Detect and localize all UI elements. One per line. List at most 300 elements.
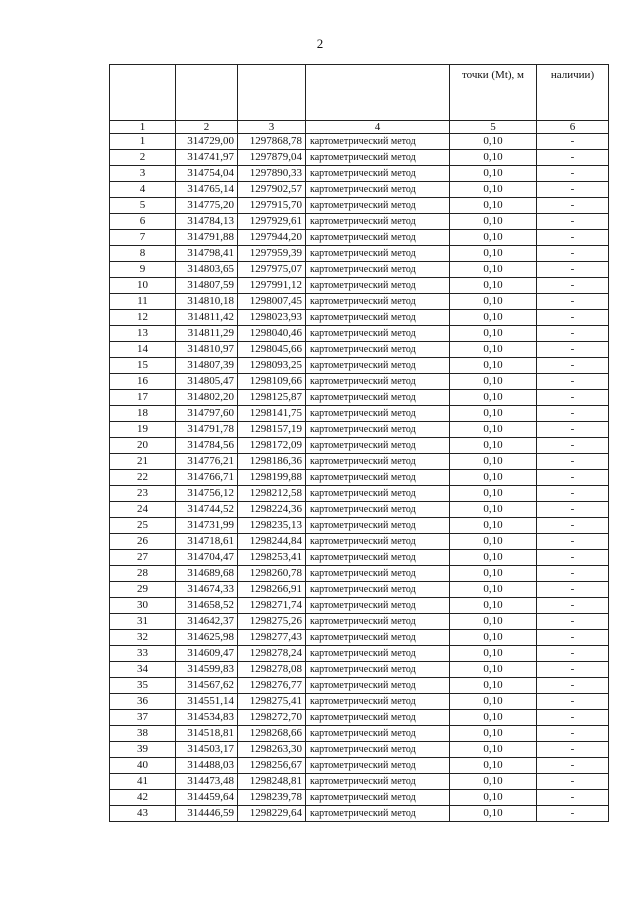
method-cell: картометрический метод: [306, 534, 450, 550]
point-number-cell: 17: [110, 390, 176, 406]
y-coordinate-cell: 1298278,08: [238, 662, 306, 678]
y-coordinate-cell: 1298186,36: [238, 454, 306, 470]
table-row: [110, 262, 609, 278]
method-cell: картометрический метод: [306, 726, 450, 742]
header-cell: [238, 65, 306, 121]
point-number-cell: 38: [110, 726, 176, 742]
note-cell: -: [537, 678, 609, 694]
note-cell: -: [537, 390, 609, 406]
note-cell: -: [537, 230, 609, 246]
method-cell: картометрический метод: [306, 166, 450, 182]
y-coordinate-cell: 1298093,25: [238, 358, 306, 374]
x-coordinate-cell: 314674,33: [176, 582, 238, 598]
method-cell: картометрический метод: [306, 182, 450, 198]
y-coordinate-cell: 1298248,81: [238, 774, 306, 790]
point-number-cell: 19: [110, 422, 176, 438]
method-cell: картометрический метод: [306, 758, 450, 774]
precision-cell: 0,10: [450, 742, 537, 758]
x-coordinate-cell: 314534,83: [176, 710, 238, 726]
method-cell: картометрический метод: [306, 742, 450, 758]
precision-cell: 0,10: [450, 710, 537, 726]
point-number-cell: 3: [110, 166, 176, 182]
note-cell: -: [537, 566, 609, 582]
x-coordinate-cell: 314791,78: [176, 422, 238, 438]
point-number-cell: 10: [110, 278, 176, 294]
y-coordinate-cell: 1298278,24: [238, 646, 306, 662]
precision-cell: 0,10: [450, 166, 537, 182]
y-coordinate-cell: 1298271,74: [238, 598, 306, 614]
column-number: 3: [238, 121, 306, 134]
method-cell: картометрический метод: [306, 598, 450, 614]
point-number-cell: 15: [110, 358, 176, 374]
point-number-cell: 29: [110, 582, 176, 598]
table-row: [110, 774, 609, 790]
table-header-row: [110, 65, 609, 121]
note-cell: -: [537, 342, 609, 358]
x-coordinate-cell: 314797,60: [176, 406, 238, 422]
x-coordinate-cell: 314473,48: [176, 774, 238, 790]
precision-cell: 0,10: [450, 582, 537, 598]
y-coordinate-cell: 1297902,57: [238, 182, 306, 198]
method-cell: картометрический метод: [306, 406, 450, 422]
note-cell: -: [537, 326, 609, 342]
table-row: [110, 182, 609, 198]
y-coordinate-cell: 1298268,66: [238, 726, 306, 742]
y-coordinate-cell: 1298256,67: [238, 758, 306, 774]
method-cell: картометрический метод: [306, 326, 450, 342]
point-number-cell: 9: [110, 262, 176, 278]
point-number-cell: 23: [110, 486, 176, 502]
method-cell: картометрический метод: [306, 582, 450, 598]
x-coordinate-cell: 314446,59: [176, 806, 238, 822]
y-coordinate-cell: 1297868,78: [238, 134, 306, 150]
y-coordinate-cell: 1298235,13: [238, 518, 306, 534]
note-cell: -: [537, 182, 609, 198]
note-cell: -: [537, 614, 609, 630]
y-coordinate-cell: 1298253,41: [238, 550, 306, 566]
note-cell: -: [537, 710, 609, 726]
table-row: [110, 806, 609, 822]
table-row: [110, 166, 609, 182]
column-number: 1: [110, 121, 176, 134]
method-cell: картометрический метод: [306, 694, 450, 710]
precision-cell: 0,10: [450, 246, 537, 262]
x-coordinate-cell: 314807,39: [176, 358, 238, 374]
point-number-cell: 21: [110, 454, 176, 470]
x-coordinate-cell: 314567,62: [176, 678, 238, 694]
x-coordinate-cell: 314488,03: [176, 758, 238, 774]
method-cell: картометрический метод: [306, 486, 450, 502]
method-cell: картометрический метод: [306, 774, 450, 790]
point-number-cell: 37: [110, 710, 176, 726]
precision-cell: 0,10: [450, 726, 537, 742]
x-coordinate-cell: 314625,98: [176, 630, 238, 646]
x-coordinate-cell: 314776,21: [176, 454, 238, 470]
precision-cell: 0,10: [450, 326, 537, 342]
y-coordinate-cell: 1297929,61: [238, 214, 306, 230]
y-coordinate-cell: 1298263,30: [238, 742, 306, 758]
note-cell: -: [537, 646, 609, 662]
precision-cell: 0,10: [450, 358, 537, 374]
method-cell: картометрический метод: [306, 710, 450, 726]
table-row: [110, 582, 609, 598]
precision-cell: 0,10: [450, 614, 537, 630]
y-coordinate-cell: 1298229,64: [238, 806, 306, 822]
y-coordinate-cell: 1298276,77: [238, 678, 306, 694]
y-coordinate-cell: 1298277,43: [238, 630, 306, 646]
method-cell: картометрический метод: [306, 614, 450, 630]
point-number-cell: 12: [110, 310, 176, 326]
note-cell: -: [537, 742, 609, 758]
point-number-cell: 26: [110, 534, 176, 550]
y-coordinate-cell: 1297890,33: [238, 166, 306, 182]
note-cell: -: [537, 374, 609, 390]
precision-cell: 0,10: [450, 374, 537, 390]
precision-cell: 0,10: [450, 518, 537, 534]
x-coordinate-cell: 314807,59: [176, 278, 238, 294]
table-row: [110, 742, 609, 758]
method-cell: картометрический метод: [306, 518, 450, 534]
method-cell: картометрический метод: [306, 246, 450, 262]
method-cell: картометрический метод: [306, 262, 450, 278]
precision-cell: 0,10: [450, 678, 537, 694]
y-coordinate-cell: 1298109,66: [238, 374, 306, 390]
method-cell: картометрический метод: [306, 278, 450, 294]
precision-cell: 0,10: [450, 214, 537, 230]
method-cell: картометрический метод: [306, 790, 450, 806]
method-cell: картометрический метод: [306, 374, 450, 390]
x-coordinate-cell: 314731,99: [176, 518, 238, 534]
x-coordinate-cell: 314784,13: [176, 214, 238, 230]
point-number-cell: 28: [110, 566, 176, 582]
table-row: [110, 342, 609, 358]
x-coordinate-cell: 314718,61: [176, 534, 238, 550]
table-row: [110, 230, 609, 246]
x-coordinate-cell: 314805,47: [176, 374, 238, 390]
precision-cell: 0,10: [450, 310, 537, 326]
precision-cell: 0,10: [450, 470, 537, 486]
precision-cell: 0,10: [450, 422, 537, 438]
precision-cell: 0,10: [450, 566, 537, 582]
x-coordinate-cell: 314810,97: [176, 342, 238, 358]
precision-cell: 0,10: [450, 390, 537, 406]
point-number-cell: 42: [110, 790, 176, 806]
note-cell: -: [537, 662, 609, 678]
x-coordinate-cell: 314518,81: [176, 726, 238, 742]
method-cell: картометрический метод: [306, 358, 450, 374]
x-coordinate-cell: 314802,20: [176, 390, 238, 406]
precision-cell: 0,10: [450, 774, 537, 790]
method-cell: картометрический метод: [306, 134, 450, 150]
column-number: 4: [306, 121, 450, 134]
precision-cell: 0,10: [450, 454, 537, 470]
x-coordinate-cell: 314798,41: [176, 246, 238, 262]
point-number-cell: 32: [110, 630, 176, 646]
precision-cell: 0,10: [450, 646, 537, 662]
table-row: [110, 390, 609, 406]
y-coordinate-cell: 1297975,07: [238, 262, 306, 278]
y-coordinate-cell: 1298007,45: [238, 294, 306, 310]
note-cell: -: [537, 278, 609, 294]
x-coordinate-cell: 314609,47: [176, 646, 238, 662]
point-number-cell: 4: [110, 182, 176, 198]
note-cell: -: [537, 774, 609, 790]
method-cell: картометрический метод: [306, 150, 450, 166]
x-coordinate-cell: 314754,04: [176, 166, 238, 182]
y-coordinate-cell: 1298045,66: [238, 342, 306, 358]
table-row: [110, 758, 609, 774]
table-row: [110, 726, 609, 742]
table-row: [110, 374, 609, 390]
header-cell: [306, 65, 450, 121]
point-number-cell: 20: [110, 438, 176, 454]
precision-cell: 0,10: [450, 342, 537, 358]
y-coordinate-cell: 1298260,78: [238, 566, 306, 582]
table-row: [110, 134, 609, 150]
x-coordinate-cell: 314741,97: [176, 150, 238, 166]
x-coordinate-cell: 314551,14: [176, 694, 238, 710]
precision-cell: 0,10: [450, 662, 537, 678]
precision-cell: 0,10: [450, 182, 537, 198]
precision-cell: 0,10: [450, 150, 537, 166]
table-row: [110, 422, 609, 438]
y-coordinate-cell: 1298172,09: [238, 438, 306, 454]
point-number-cell: 1: [110, 134, 176, 150]
point-number-cell: 40: [110, 758, 176, 774]
note-cell: -: [537, 166, 609, 182]
table-row: [110, 502, 609, 518]
precision-cell: 0,10: [450, 758, 537, 774]
method-cell: картометрический метод: [306, 390, 450, 406]
y-coordinate-cell: 1298212,58: [238, 486, 306, 502]
table-row: [110, 438, 609, 454]
method-cell: картометрический метод: [306, 630, 450, 646]
table-row: [110, 406, 609, 422]
x-coordinate-cell: 314689,68: [176, 566, 238, 582]
table-row: [110, 550, 609, 566]
coordinates-table: [109, 64, 609, 822]
table-row: [110, 294, 609, 310]
x-coordinate-cell: 314784,56: [176, 438, 238, 454]
y-coordinate-cell: 1298199,88: [238, 470, 306, 486]
note-cell: -: [537, 806, 609, 822]
method-cell: картометрический метод: [306, 678, 450, 694]
point-number-cell: 41: [110, 774, 176, 790]
x-coordinate-cell: 314459,64: [176, 790, 238, 806]
header-cell-note: наличии): [537, 65, 609, 121]
table-row: [110, 470, 609, 486]
point-number-cell: 18: [110, 406, 176, 422]
table-row: [110, 534, 609, 550]
method-cell: картометрический метод: [306, 342, 450, 358]
x-coordinate-cell: 314810,18: [176, 294, 238, 310]
precision-cell: 0,10: [450, 262, 537, 278]
precision-cell: 0,10: [450, 694, 537, 710]
y-coordinate-cell: 1297944,20: [238, 230, 306, 246]
note-cell: -: [537, 214, 609, 230]
note-cell: -: [537, 598, 609, 614]
note-cell: -: [537, 694, 609, 710]
note-cell: -: [537, 470, 609, 486]
table-row: [110, 454, 609, 470]
y-coordinate-cell: 1298272,70: [238, 710, 306, 726]
method-cell: картометрический метод: [306, 294, 450, 310]
y-coordinate-cell: 1298244,84: [238, 534, 306, 550]
precision-cell: 0,10: [450, 278, 537, 294]
precision-cell: 0,10: [450, 486, 537, 502]
column-number: 6: [537, 121, 609, 134]
x-coordinate-cell: 314765,14: [176, 182, 238, 198]
point-number-cell: 8: [110, 246, 176, 262]
x-coordinate-cell: 314744,52: [176, 502, 238, 518]
x-coordinate-cell: 314756,12: [176, 486, 238, 502]
y-coordinate-cell: 1298266,91: [238, 582, 306, 598]
point-number-cell: 13: [110, 326, 176, 342]
note-cell: -: [537, 630, 609, 646]
note-cell: -: [537, 294, 609, 310]
table-row: [110, 486, 609, 502]
note-cell: -: [537, 310, 609, 326]
table-row: [110, 678, 609, 694]
method-cell: картометрический метод: [306, 454, 450, 470]
column-number: 2: [176, 121, 238, 134]
note-cell: -: [537, 198, 609, 214]
precision-cell: 0,10: [450, 134, 537, 150]
note-cell: -: [537, 502, 609, 518]
note-cell: -: [537, 486, 609, 502]
note-cell: -: [537, 758, 609, 774]
precision-cell: 0,10: [450, 230, 537, 246]
point-number-cell: 33: [110, 646, 176, 662]
precision-cell: 0,10: [450, 790, 537, 806]
method-cell: картометрический метод: [306, 438, 450, 454]
x-coordinate-cell: 314503,17: [176, 742, 238, 758]
note-cell: -: [537, 150, 609, 166]
point-number-cell: 34: [110, 662, 176, 678]
table-row: [110, 278, 609, 294]
point-number-cell: 36: [110, 694, 176, 710]
y-coordinate-cell: 1298275,41: [238, 694, 306, 710]
precision-cell: 0,10: [450, 198, 537, 214]
note-cell: -: [537, 518, 609, 534]
table-row: [110, 614, 609, 630]
x-coordinate-cell: 314642,37: [176, 614, 238, 630]
table-row: [110, 646, 609, 662]
table-row: [110, 598, 609, 614]
point-number-cell: 43: [110, 806, 176, 822]
point-number-cell: 6: [110, 214, 176, 230]
table-row: [110, 790, 609, 806]
table-row: [110, 246, 609, 262]
y-coordinate-cell: 1297959,39: [238, 246, 306, 262]
note-cell: -: [537, 406, 609, 422]
header-cell: [176, 65, 238, 121]
precision-cell: 0,10: [450, 534, 537, 550]
method-cell: картометрический метод: [306, 550, 450, 566]
table-row: [110, 198, 609, 214]
y-coordinate-cell: 1298141,75: [238, 406, 306, 422]
y-coordinate-cell: 1298275,26: [238, 614, 306, 630]
method-cell: картометрический метод: [306, 502, 450, 518]
table-row: [110, 630, 609, 646]
point-number-cell: 2: [110, 150, 176, 166]
point-number-cell: 16: [110, 374, 176, 390]
point-number-cell: 11: [110, 294, 176, 310]
x-coordinate-cell: 314775,20: [176, 198, 238, 214]
x-coordinate-cell: 314791,88: [176, 230, 238, 246]
table-row: [110, 310, 609, 326]
point-number-cell: 14: [110, 342, 176, 358]
note-cell: -: [537, 262, 609, 278]
point-number-cell: 7: [110, 230, 176, 246]
precision-cell: 0,10: [450, 806, 537, 822]
point-number-cell: 39: [110, 742, 176, 758]
point-number-cell: 24: [110, 502, 176, 518]
page-number: 2: [316, 36, 324, 51]
point-number-cell: 30: [110, 598, 176, 614]
point-number-cell: 27: [110, 550, 176, 566]
method-cell: картометрический метод: [306, 470, 450, 486]
method-cell: картометрический метод: [306, 422, 450, 438]
method-cell: картометрический метод: [306, 646, 450, 662]
precision-cell: 0,10: [450, 406, 537, 422]
note-cell: -: [537, 726, 609, 742]
note-cell: -: [537, 438, 609, 454]
table-row: [110, 326, 609, 342]
table-row: [110, 710, 609, 726]
note-cell: -: [537, 454, 609, 470]
method-cell: картометрический метод: [306, 310, 450, 326]
column-number: 5: [450, 121, 537, 134]
note-cell: -: [537, 550, 609, 566]
note-cell: -: [537, 134, 609, 150]
method-cell: картометрический метод: [306, 806, 450, 822]
table-row: [110, 662, 609, 678]
precision-cell: 0,10: [450, 598, 537, 614]
precision-cell: 0,10: [450, 438, 537, 454]
x-coordinate-cell: 314704,47: [176, 550, 238, 566]
note-cell: -: [537, 582, 609, 598]
y-coordinate-cell: 1298023,93: [238, 310, 306, 326]
point-number-cell: 31: [110, 614, 176, 630]
method-cell: картометрический метод: [306, 662, 450, 678]
point-number-cell: 22: [110, 470, 176, 486]
precision-cell: 0,10: [450, 630, 537, 646]
method-cell: картометрический метод: [306, 214, 450, 230]
precision-cell: 0,10: [450, 294, 537, 310]
note-cell: -: [537, 246, 609, 262]
y-coordinate-cell: 1298040,46: [238, 326, 306, 342]
x-coordinate-cell: 314766,71: [176, 470, 238, 486]
table-row: [110, 694, 609, 710]
column-number-row: [110, 121, 609, 134]
y-coordinate-cell: 1298125,87: [238, 390, 306, 406]
note-cell: -: [537, 422, 609, 438]
note-cell: -: [537, 358, 609, 374]
point-number-cell: 25: [110, 518, 176, 534]
y-coordinate-cell: 1297991,12: [238, 278, 306, 294]
header-cell: [110, 65, 176, 121]
x-coordinate-cell: 314803,65: [176, 262, 238, 278]
x-coordinate-cell: 314729,00: [176, 134, 238, 150]
table-row: [110, 150, 609, 166]
note-cell: -: [537, 534, 609, 550]
point-number-cell: 35: [110, 678, 176, 694]
note-cell: -: [537, 790, 609, 806]
point-number-cell: 5: [110, 198, 176, 214]
y-coordinate-cell: 1298157,19: [238, 422, 306, 438]
x-coordinate-cell: 314599,83: [176, 662, 238, 678]
